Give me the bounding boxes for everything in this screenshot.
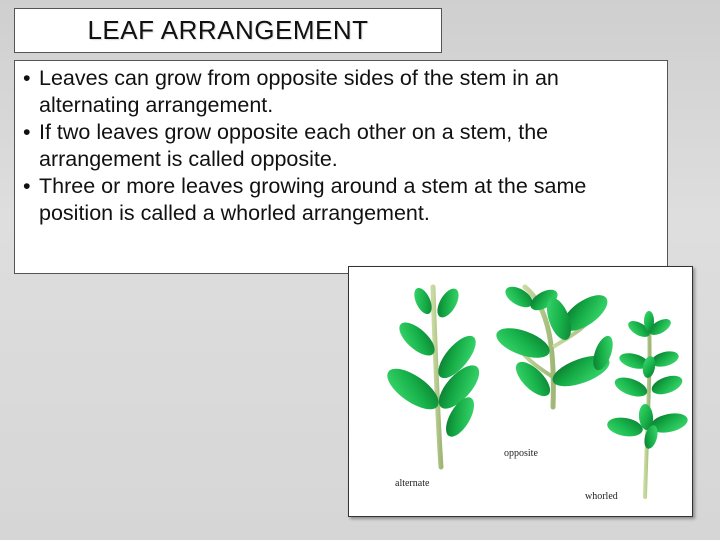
opposite-label: opposite: [504, 448, 538, 459]
whorled-plant-icon: [606, 311, 690, 497]
opposite-plant-icon: [493, 283, 617, 407]
bullet-item: [23, 173, 657, 227]
bullet-dot-icon: •: [23, 66, 31, 90]
bullet-dot-icon: •: [23, 174, 31, 198]
alternate-label: alternate: [395, 478, 430, 489]
bullet-text: Three or more leaves growing around a stem at the same position is called a whorled arrangement.: [39, 174, 587, 225]
bullet-item: [23, 65, 657, 119]
leaf-arrangement-illustration: [348, 266, 693, 517]
title-box: [14, 8, 442, 53]
bullet-text: If two leaves grow opposite each other on a stem, the arrangement is called opposite.: [39, 120, 549, 171]
bullet-text: Leaves can grow from opposite sides of the stem in an alternating arrangement.: [39, 66, 559, 117]
bullet-item: [23, 119, 657, 173]
whorled-label: whorled: [585, 491, 618, 502]
bullet-list-box: [14, 60, 668, 274]
page-title: LEAF ARRANGEMENT: [87, 15, 369, 45]
alternate-plant-icon: [381, 285, 486, 467]
bullet-dot-icon: •: [23, 120, 31, 144]
bullet-list: [23, 65, 657, 227]
plants-svg: [349, 267, 693, 517]
